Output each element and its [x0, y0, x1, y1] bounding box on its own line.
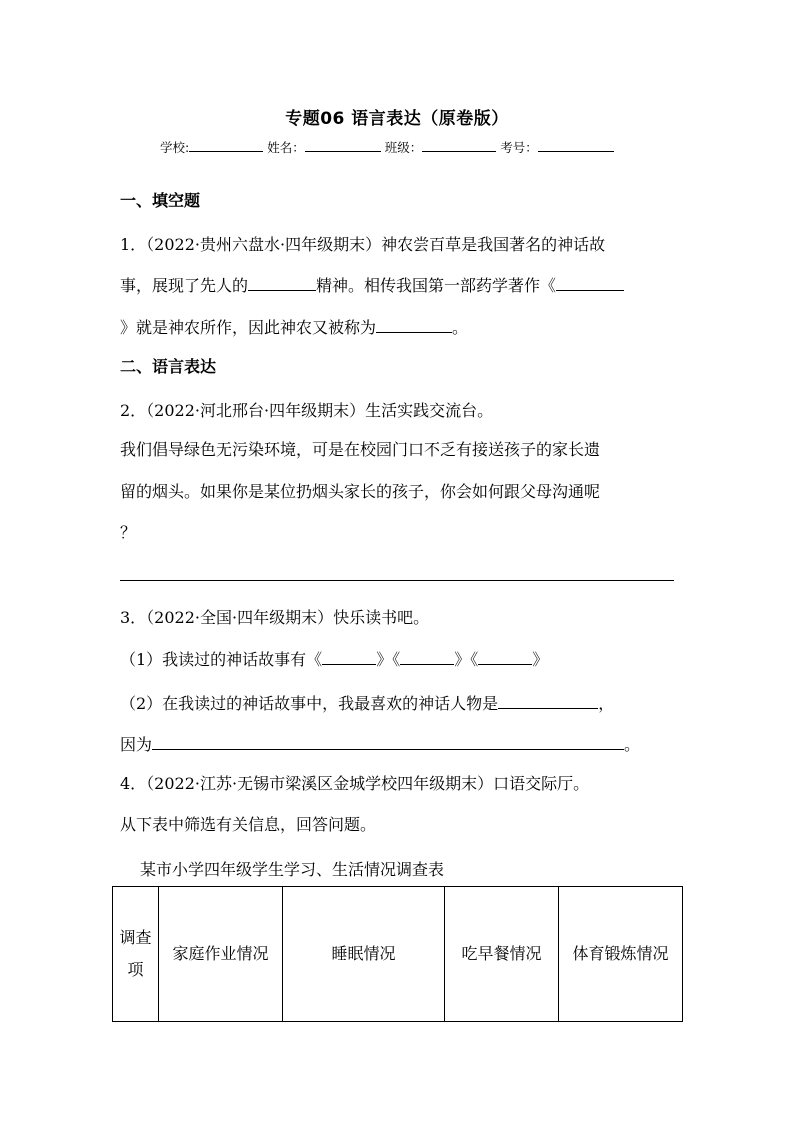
table-header-row: [113, 887, 683, 1022]
q4-instruction: 从下表中筛选有关信息，回答问题。: [120, 815, 377, 834]
q3-sub1-text: （1）我读过的神话故事有《: [120, 650, 323, 669]
q3-sub2-reason: [120, 733, 640, 755]
table-caption: 某市小学四年级学生学习、生活情况调查表: [140, 860, 445, 879]
q4-header: 4．（2022·江苏·无锡市梁溪区金城学校四年级期末）口语交际厅。: [120, 774, 590, 793]
q2-body-line-3: ？: [120, 523, 137, 542]
q1-line-1: 1．（2022·贵州六盘水·四年级期末）神农尝百草是我国著名的神话故: [120, 235, 606, 254]
name-label: 姓名：: [267, 140, 305, 155]
section-heading-fill-blank: 一、填空题: [120, 191, 201, 210]
q1-text-a: 事，展现了先人的: [120, 276, 249, 295]
school-label: 学校:: [160, 140, 190, 155]
section-heading-expression: 二、语言表达: [120, 357, 217, 376]
q1-line-2: [120, 274, 624, 296]
table-header-cell: 家庭作业情况: [159, 887, 283, 1022]
table-header-cell: 吃早餐情况: [445, 887, 559, 1022]
q2-answer-line[interactable]: [120, 580, 674, 581]
class-label: 班级：: [384, 140, 423, 155]
q3-sub2-comma: ，: [598, 694, 615, 713]
student-info-line: [160, 138, 614, 156]
q1-blank-title[interactable]: [376, 316, 452, 333]
q3-sub2-text: （2）在我读过的神话故事中，我最喜欢的神话人物是: [120, 694, 499, 713]
survey-table: [112, 886, 683, 1022]
q3-end-period: 。: [624, 735, 641, 754]
q3-blank-story-2[interactable]: [400, 648, 454, 665]
q3-because-label: 因为: [120, 735, 153, 754]
q3-bracket-2: 》《: [454, 650, 479, 669]
q3-blank-story-1[interactable]: [322, 648, 376, 665]
exam-number-blank[interactable]: [538, 139, 614, 152]
exam-number-label: 考号：: [500, 140, 538, 155]
table-header-cell: 体育锻炼情况: [559, 887, 683, 1022]
q1-text-c: 》就是神农所作，因此神农又被称为: [120, 318, 377, 337]
q3-blank-character[interactable]: [498, 692, 598, 709]
name-blank[interactable]: [305, 139, 381, 152]
q2-body-line-2: 留的烟头。如果你是某位扔烟头家长的孩子，你会如何跟父母沟通呢: [120, 482, 601, 501]
q2-body-line-1: 我们倡导绿色无污染环境，可是在校园门口不乏有接送孩子的家长遗: [120, 440, 601, 459]
q2-header: 2．（2022·河北邢台·四年级期末）生活实践交流台。: [120, 401, 494, 420]
q1-blank-spirit[interactable]: [248, 274, 316, 291]
q3-sub2: [120, 692, 614, 714]
q3-header: 3．（2022·全国·四年级期末）快乐读书吧。: [120, 608, 430, 627]
q1-text-d: 。: [452, 318, 469, 337]
class-blank[interactable]: [422, 139, 496, 152]
table-header-cell: 调查项: [113, 887, 159, 1022]
q3-blank-story-3[interactable]: [478, 648, 532, 665]
page-title: 专题06 语言表达（原卷版）: [285, 109, 509, 129]
q3-sub1: [120, 648, 548, 670]
q1-blank-book[interactable]: [556, 274, 624, 291]
q3-bracket-1: 》《: [376, 650, 401, 669]
q1-line-3: [120, 316, 468, 338]
q1-text-b: 精神。相传我国第一部药学著作《: [316, 276, 557, 295]
q3-blank-reason[interactable]: [152, 733, 624, 750]
table-header-cell: 睡眠情况: [283, 887, 445, 1022]
school-blank[interactable]: [189, 139, 263, 152]
q3-bracket-3: 》: [532, 650, 549, 669]
